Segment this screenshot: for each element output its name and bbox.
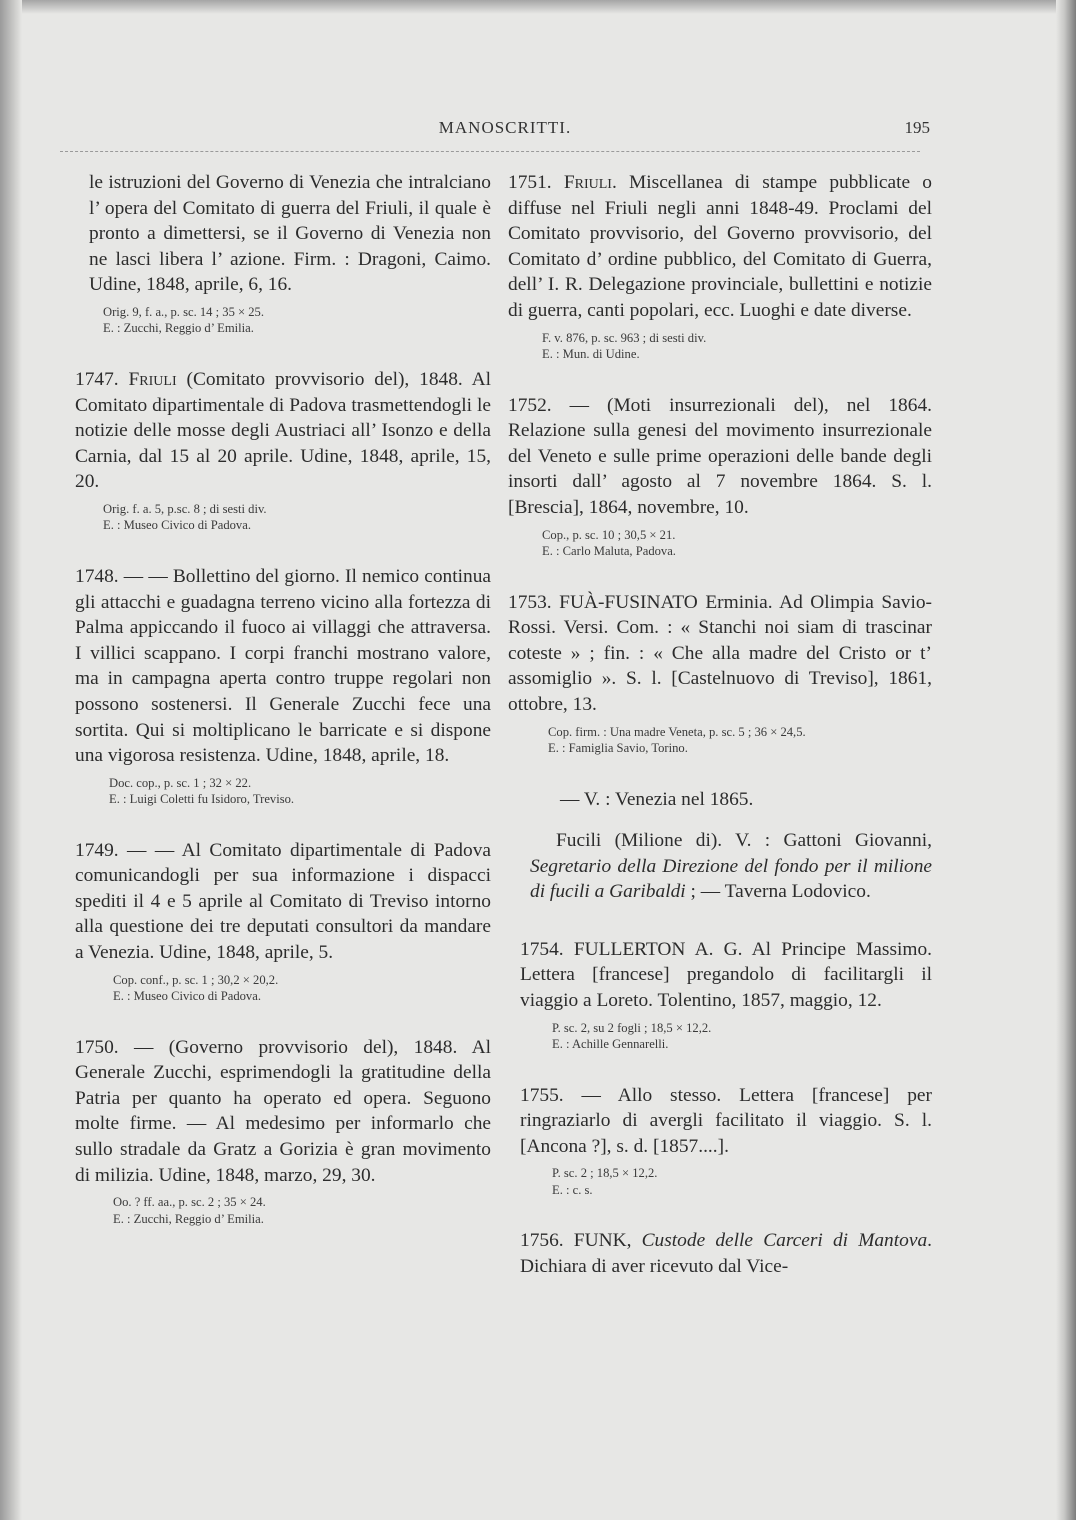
- page-header: [80, 118, 930, 144]
- entry-text: [508, 590, 932, 718]
- entry-body: — — Al Comitato dipartimentale di Padova comunicandogli per sua informazione i dispacci spediti il 4 e 5 aprile al Comitato di Treviso intorno alla questione dei tre deputati consultori da mandare a Venezia. Udine, 1848, aprile, 5.: [75, 839, 491, 964]
- entry-1748: [75, 564, 491, 808]
- entry-text: [520, 1228, 932, 1279]
- entry-text: [508, 170, 932, 324]
- entry-continuation: [89, 170, 491, 337]
- cross-reference: — V. : Venezia nel 1865.: [560, 788, 754, 810]
- entry-body: — (Moti insurrezionali del), nel 1864. Relazione sulla genesi del movimento insurrezionale del Veneto e sulle prime operazioni delle bande degli insorti dall’ agosto al 7 novembre 1864. S. l. [Brescia], 1864, novembre, 10.: [508, 394, 932, 518]
- entry-ref: E. : Museo Civico di Padova.: [113, 989, 261, 1004]
- entry-text: [75, 838, 491, 966]
- page-edge-shadow-top: [0, 0, 1076, 14]
- cross-reference-title: Segretario della Direzione del fondo per il milione di fucili a Garibaldi: [530, 855, 932, 903]
- entry-ref: E. : c. s.: [552, 1182, 593, 1197]
- entry-ref: Doc. cop., p. sc. 1 ; 32 × 22.: [109, 775, 252, 790]
- entry-number: 1755.: [520, 1084, 564, 1106]
- entry-ref: E. : Mun. di Udine.: [542, 347, 640, 362]
- entry-ref: Orig. 9, f. a., p. sc. 14 ; 35 × 25.: [103, 304, 265, 319]
- entry-number: 1749.: [75, 839, 119, 861]
- entry-number: 1754.: [520, 938, 564, 960]
- entry-body: (Comitato provvisorio del), 1848. Al Comitato dipartimentale di Padova trasmettendogli le notizie delle mosse degli Austriaci all’ Isonzo e della Carnia, dal 15 al 20 aprile. Udine, 1848, aprile, 15, 20.: [75, 368, 491, 493]
- entry-1747: [75, 367, 491, 534]
- entry-1750: [75, 1035, 491, 1228]
- page-number: 195: [904, 118, 930, 137]
- entry-text: [75, 1035, 491, 1189]
- header-rule: [60, 151, 920, 152]
- entry-ref: E. : Zucchi, Reggio d’ Emilia.: [103, 321, 254, 336]
- entry-number: 1748.: [75, 565, 119, 587]
- entry-number: 1747.: [75, 368, 119, 390]
- entry-text: [520, 937, 932, 1014]
- entry-ref: Oo. ? ff. aa., p. sc. 2 ; 35 × 24.: [113, 1195, 266, 1210]
- page-edge-shadow-right: [1056, 0, 1076, 1520]
- entry-body: — Allo stesso. Lettera [francese] per ringraziarlo di avergli facilitato il viaggio. S. l. [Ancona ?], s. d. [1857....].: [520, 1084, 932, 1157]
- cross-reference: [530, 828, 932, 905]
- entry-body: — — Bollettino del giorno. Il nemico continua gli attacchi e guadagna terreno vicino alla fortezza di Palma appiccando il fuoco ai villaggi che attraversa. I villici scappano. I corpi franchi mostrano valore, ma in campagna aperta contro truppe regolari non possono sostenersi. Il Generale Zucchi fece una sortita. Qui si moltiplicano le barricate e si dispone una vigorosa resistenza. Udine, 1848, aprile, 18.: [75, 565, 491, 767]
- page-edge-shadow-left: [0, 0, 22, 1520]
- entry-body: . Dichiara di aver ricevuto dal Vice-: [520, 1230, 932, 1278]
- entry-1754: [520, 937, 932, 1053]
- entry-1755: [520, 1083, 932, 1199]
- entry-ref: P. sc. 2, su 2 fogli ; 18,5 × 12,2.: [552, 1020, 712, 1035]
- entry-text: le istruzioni del Governo di Venezia che intralciano l’ opera del Comitato di guerra del Friuli, il quale è pronto a dimettersi, se il Governo di Venezia non ne lasci libera l’ azione. Firm. : Dragoni, Caimo. Udine, 1848, aprile, 6, 16.: [89, 172, 491, 296]
- entry-body: FUNK,: [563, 1230, 642, 1252]
- entry-ref: E. : Museo Civico di Padova.: [103, 518, 251, 533]
- entry-ref: E. : Achille Gennarelli.: [552, 1037, 669, 1052]
- entry-ref: P. sc. 2 ; 18,5 × 12,2.: [552, 1166, 658, 1181]
- entry-ref: Cop., p. sc. 10 ; 30,5 × 21.: [542, 527, 676, 542]
- entry-ref: E. : Famiglia Savio, Torino.: [548, 741, 688, 755]
- entry-1753: [508, 590, 932, 757]
- entry-ref: E. : Carlo Maluta, Padova.: [542, 544, 676, 559]
- entry-role: Custode delle Carceri di Mantova: [641, 1230, 928, 1252]
- entry-1752: [508, 393, 932, 560]
- cross-reference-text: ; — Taverna Lodovico.: [685, 881, 871, 903]
- entry-heading: Friuli: [563, 172, 612, 193]
- entry-number: 1756.: [520, 1230, 564, 1252]
- entry-1756: [520, 1228, 932, 1279]
- entry-ref: Orig. f. a. 5, p.sc. 8 ; di sesti div.: [103, 501, 267, 516]
- entry-number: 1753.: [508, 591, 552, 613]
- entry-body: FUÀ-FUSINATO Erminia. Ad Olimpia Savio-Rossi. Versi. Com. : « Stanchi noi siam di trascinar coteste » ; fin. : « Che alla madre del Cristo or t’ assomiglio ». S. l. [Castelnuovo di Treviso], 1861, ottobre, 13.: [508, 591, 932, 715]
- entry-heading: Friuli: [128, 368, 177, 390]
- entry-number: 1752.: [508, 394, 552, 416]
- entry-ref: E. : Zucchi, Reggio d’ Emilia.: [113, 1211, 264, 1226]
- cross-reference-text: Fucili (Milione di). V. : Gattoni Giovanni,: [556, 830, 932, 852]
- right-column: [508, 170, 932, 1280]
- entry-1749: [75, 838, 491, 1005]
- entry-body: FULLERTON A. G. Al Principe Massimo. Lettera [francese] pregandolo di facilitargli il viaggio a Loreto. Tolentino, 1857, maggio, 12.: [520, 938, 932, 1012]
- entry-number: 1751.: [508, 172, 552, 193]
- entry-ref: E. : Luigi Coletti fu Isidoro, Treviso.: [109, 792, 295, 807]
- running-title: MANOSCRITTI.: [438, 118, 572, 137]
- entry-text: [520, 1083, 932, 1160]
- entry-ref: Cop. conf., p. sc. 1 ; 30,2 × 20,2.: [113, 972, 279, 987]
- entry-ref: Cop. firm. : Una madre Veneta, p. sc. 5 ; 36 × 24,5.: [548, 724, 806, 739]
- entry-text: [75, 367, 491, 495]
- entry-text: [508, 393, 932, 521]
- entry-body: — (Governo provvisorio del), 1848. Al Generale Zucchi, esprimendogli la gratitudine della Patria per quanto ha operato ed opera. Seguono molte firme. — Al medesimo per informarlo che sullo stradale da Gratz a Gorizia è gran movimento di milizia. Udine, 1848, marzo, 29, 30.: [75, 1036, 491, 1186]
- entry-ref: F. v. 876, p. sc. 963 ; di sesti div.: [542, 330, 707, 345]
- left-column: [75, 170, 491, 1227]
- entry-text: [75, 564, 491, 769]
- entry-number: 1750.: [75, 1036, 119, 1058]
- entry-1751: [508, 170, 932, 363]
- entry-body: . Miscellanea di stampe pubblicate o diffuse nel Friuli negli anni 1848-49. Proclami del Comitato provvisorio, del Governo provvisorio, del Comitato d’ ordine pubblico, del Comitato di Guerra, dell’ I. R. Delegazione provinciale, bullettini e notizie di guerra, canti popolari, ecc. Luoghi e date diverse.: [508, 172, 932, 321]
